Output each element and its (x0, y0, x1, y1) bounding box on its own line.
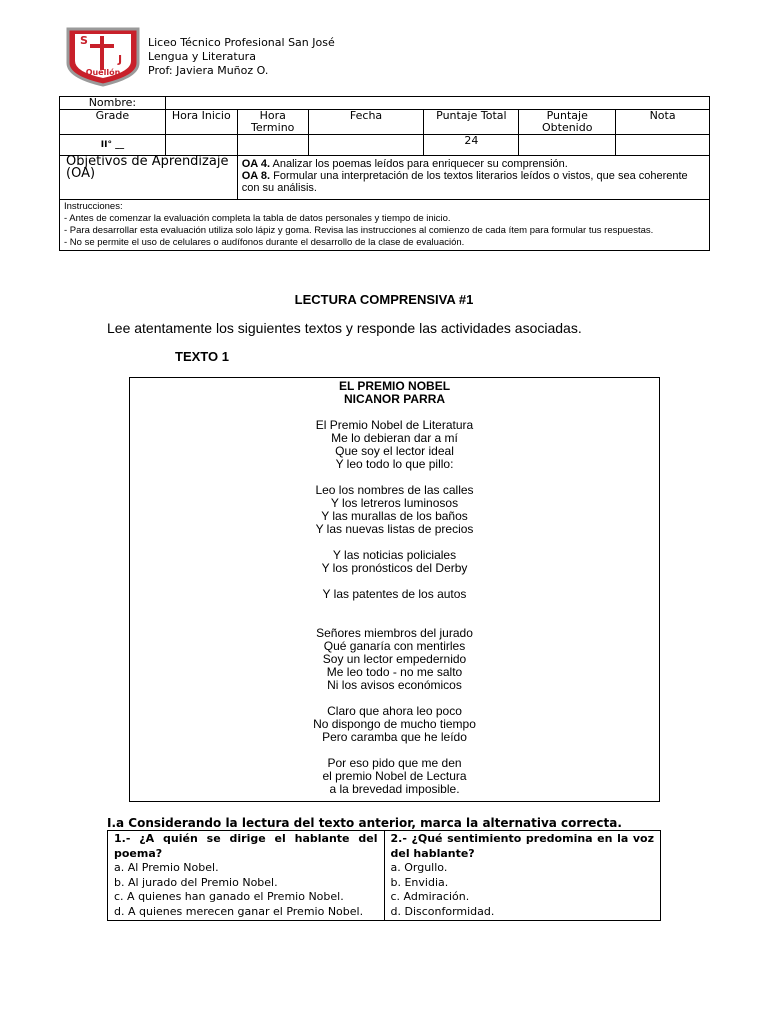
question-1 (108, 831, 385, 921)
answer-option[interactable]: b. Envidia. (390, 875, 449, 889)
question-2 (384, 831, 661, 921)
oa4-text: Analizar los poemas leídos para enriquecer su comprensión. (270, 158, 568, 170)
poem-line: a la brevedad imposible. (329, 782, 460, 796)
poem-line: Qué ganaría con mentirles (323, 639, 466, 653)
poem-line: No dispongo de mucho tiempo (313, 717, 476, 731)
hora-inicio-label: Hora Inicio (165, 110, 237, 135)
grade-label: Grade (60, 110, 166, 135)
question-title: 1.- ¿A quién se dirige el hablante del poema? (114, 832, 378, 860)
oa8-text: Formular una interpretación de los textos literarios leídos o vistos, que sea coherente con su análisis. (241, 170, 688, 194)
poem-line: Y las patentes de los autos (322, 587, 467, 601)
poem-line: Soy un lector empedernido (322, 652, 467, 666)
answer-option[interactable]: d. A quienes merecen ganar el Premio Nobel. (114, 904, 364, 918)
poem-line: Que soy el lector ideal (335, 444, 454, 458)
intro-text: Lee atentamente los siguientes textos y responde las actividades asociadas. (107, 320, 582, 336)
poem-line: el premio Nobel de Lectura (322, 769, 467, 783)
poem-line: Claro que ahora leo poco (327, 704, 462, 718)
poem-stanza (130, 419, 659, 471)
oa8-line (242, 170, 705, 194)
poem-line: El Premio Nobel de Literatura (315, 418, 474, 432)
answer-option[interactable]: c. Admiración. (390, 890, 470, 903)
poem-line: Leo los nombres de las calles (315, 483, 474, 497)
teacher-name: Prof: Javiera Muñoz O. (148, 64, 269, 77)
poem-line: Y los pronósticos del Derby (321, 561, 468, 575)
poem-stanza (130, 588, 659, 601)
poem-stanza (130, 705, 659, 744)
school-header (148, 36, 335, 78)
poem-box (129, 377, 660, 802)
poem-stanza (130, 484, 659, 536)
poem-stanza (130, 627, 659, 692)
questions-heading: I.a Considerando la lectura del texto anterior, marca la alternativa correcta. (107, 816, 622, 830)
puntaje-obtenido-field[interactable] (519, 135, 616, 156)
question-title: 2.- ¿Qué sentimiento predomina en la voz del hablante? (390, 832, 654, 860)
answer-option[interactable]: a. Al Premio Nobel. (114, 861, 219, 874)
questions-table (107, 830, 661, 921)
poem-author: NICANOR PARRA (343, 392, 446, 406)
puntaje-obtenido-label: Puntaje Obtenido (519, 110, 616, 135)
answer-option[interactable]: d. Disconformidad. (390, 904, 495, 918)
puntaje-total-label: Puntaje Total (424, 110, 519, 135)
poem-line: Y las murallas de los baños (321, 509, 468, 523)
poem-line: Y los letreros luminosos (330, 496, 459, 510)
poem-line: Y leo todo lo que pillo: (335, 457, 454, 471)
poem-line: Por eso pido que me den (327, 756, 462, 770)
logo-text: Quellón (85, 68, 121, 77)
logo-letter-s: S (80, 34, 88, 47)
answer-option[interactable]: c. A quienes han ganado el Premio Nobel. (114, 890, 344, 903)
logo-letter-j: J (117, 53, 123, 66)
poem-title: EL PREMIO NOBEL (338, 379, 451, 393)
poem-line: Pero caramba que he leído (322, 730, 467, 744)
poem-line: Me lo debieran dar a mí (331, 431, 458, 445)
objetivos-text (237, 156, 709, 200)
instructions-title: Instrucciones: (64, 201, 123, 212)
nota-label: Nota (616, 110, 710, 135)
subject-name: Lengua y Literatura (148, 50, 256, 63)
instruction-item: - Antes de comenzar la evaluación completa la tabla de datos personales y tiempo de inicio. (64, 213, 451, 224)
oa4-line (242, 158, 705, 170)
hora-termino-label: Hora Termino (237, 110, 308, 135)
puntaje-total-value: 24 (424, 135, 519, 156)
instructions (60, 200, 710, 251)
grade-value[interactable]: II° __ (60, 135, 166, 156)
oa4-code: OA 4. (241, 158, 271, 170)
poem-line: Señores miembros del jurado (316, 626, 473, 640)
hora-termino-field[interactable] (237, 135, 308, 156)
fecha-label: Fecha (308, 110, 424, 135)
hora-inicio-field[interactable] (165, 135, 237, 156)
nota-field[interactable] (616, 135, 710, 156)
oa8-code: OA 8. (241, 170, 271, 182)
school-logo (66, 27, 140, 87)
section-title: LECTURA COMPRENSIVA #1 (294, 292, 474, 307)
poem-line: Y las noticias policiales (332, 548, 457, 562)
poem-line: Y las nuevas listas de precios (315, 522, 474, 536)
school-name: Liceo Técnico Profesional San José (148, 36, 335, 49)
text-label: TEXTO 1 (175, 349, 229, 364)
instruction-item: - Para desarrollar esta evaluación utiliza solo lápiz y goma. Revisa las instrucciones al comienzo de cada ítem para formular tus respuestas. (64, 225, 654, 236)
poem-line: Ni los avisos económicos (327, 678, 462, 692)
objetivos-label: Objetivos de Aprendizaje (OA) (60, 156, 238, 200)
poem-stanza (130, 757, 659, 796)
instruction-item: - No se permite el uso de celulares o audífonos durante el desarrollo de la clase de evaluación. (64, 237, 465, 248)
poem-stanza (130, 549, 659, 575)
fecha-field[interactable] (308, 135, 424, 156)
answer-option[interactable]: a. Orgullo. (390, 861, 448, 874)
student-info-table (59, 96, 710, 251)
poem-line: Me leo todo - no me salto (326, 665, 463, 679)
nombre-label: Nombre: (60, 97, 166, 110)
nombre-field[interactable] (165, 97, 709, 110)
answer-option[interactable]: b. Al jurado del Premio Nobel. (114, 875, 278, 889)
